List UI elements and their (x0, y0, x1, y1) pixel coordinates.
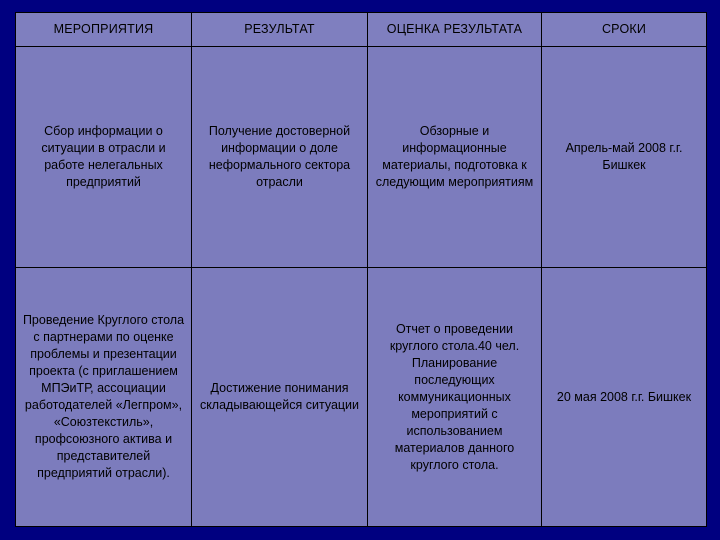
cell-evaluation: Отчет о проведении круглого стола.40 чел. Планирование последующих коммуникационных мероприятий с использованием материалов данного круглого стола. (368, 268, 542, 527)
table-row (16, 268, 707, 527)
cell-activity: Сбор информации о ситуации в отрасли и работе нелегальных предприятий (16, 47, 192, 268)
cell-activity: Проведение Круглого стола с партнерами по оценке проблемы и презентации проекта (с приглашением МПЭиТР, ассоциации работодателей «Легпром», «Союзтекстиль», профсоюзного актива и представителей предприятий отрасли). (16, 268, 192, 527)
cell-result: Достижение понимания складывающейся ситуации (192, 268, 368, 527)
cell-evaluation: Обзорные и информационные материалы, подготовка к следующим мероприятиям (368, 47, 542, 268)
header-result-evaluation: ОЦЕНКА РЕЗУЛЬТАТА (368, 13, 542, 47)
activities-table (15, 12, 707, 527)
cell-timeline: Апрель-май 2008 г.г. Бишкек (542, 47, 707, 268)
table-row (16, 47, 707, 268)
cell-result: Получение достоверной информации о доле неформального сектора отрасли (192, 47, 368, 268)
table-header-row (16, 13, 707, 47)
cell-timeline: 20 мая 2008 г.г. Бишкек (542, 268, 707, 527)
header-timeline: СРОКИ (542, 13, 707, 47)
header-result: РЕЗУЛЬТАТ (192, 13, 368, 47)
header-activities: МЕРОПРИЯТИЯ (16, 13, 192, 47)
